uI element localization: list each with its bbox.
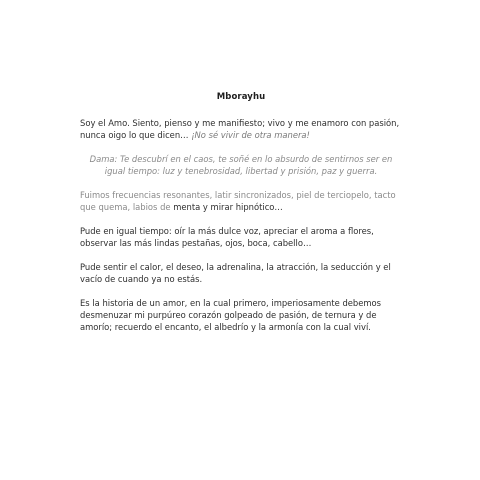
paragraph-1-emphasis: ¡No sé vivir de otra manera! <box>191 130 310 140</box>
document-page <box>80 92 402 345</box>
paragraph-4: Pude en igual tiempo: oír la más dulce voz, apreciar el aroma a flores, observar las más lindas pestañas, ojos, boca, cabello… <box>80 226 374 248</box>
paragraph-3-tail: menta y mirar hipnótico… <box>173 202 283 212</box>
paragraph-3-lead: Fuimos frecuencias resonantes, latir sincronizados, piel de terciopelo, tacto que quema, labios de <box>80 190 396 212</box>
document-title: Mborayhu <box>216 92 266 102</box>
paragraph-1 <box>80 117 402 141</box>
paragraph-3 <box>80 189 402 213</box>
paragraph-2-quote: Dama: Te descubrí en el caos, te soñé en lo absurdo de sentirnos ser en igual tiempo: luz y tenebrosidad, libertad y prisión, paz y guerra. <box>89 154 393 176</box>
paragraph-6: Es la historia de un amor, en la cual primero, imperiosamente debemos desmenuzar mi purpúreo corazón golpeado de pasión, de ternura y de amorío; recuerdo el encanto, el albedrío y la armonía con la cual viví. <box>80 298 382 332</box>
paragraph-5: Pude sentir el calor, el deseo, la adrenalina, la atracción, la seducción y el vacío de cuando ya no estás. <box>80 262 391 284</box>
paragraph-1-text: Soy el Amo. Siento, pienso y me manifiesto; vivo y me enamoro con pasión, nunca oigo lo que dicen… <box>80 118 400 140</box>
